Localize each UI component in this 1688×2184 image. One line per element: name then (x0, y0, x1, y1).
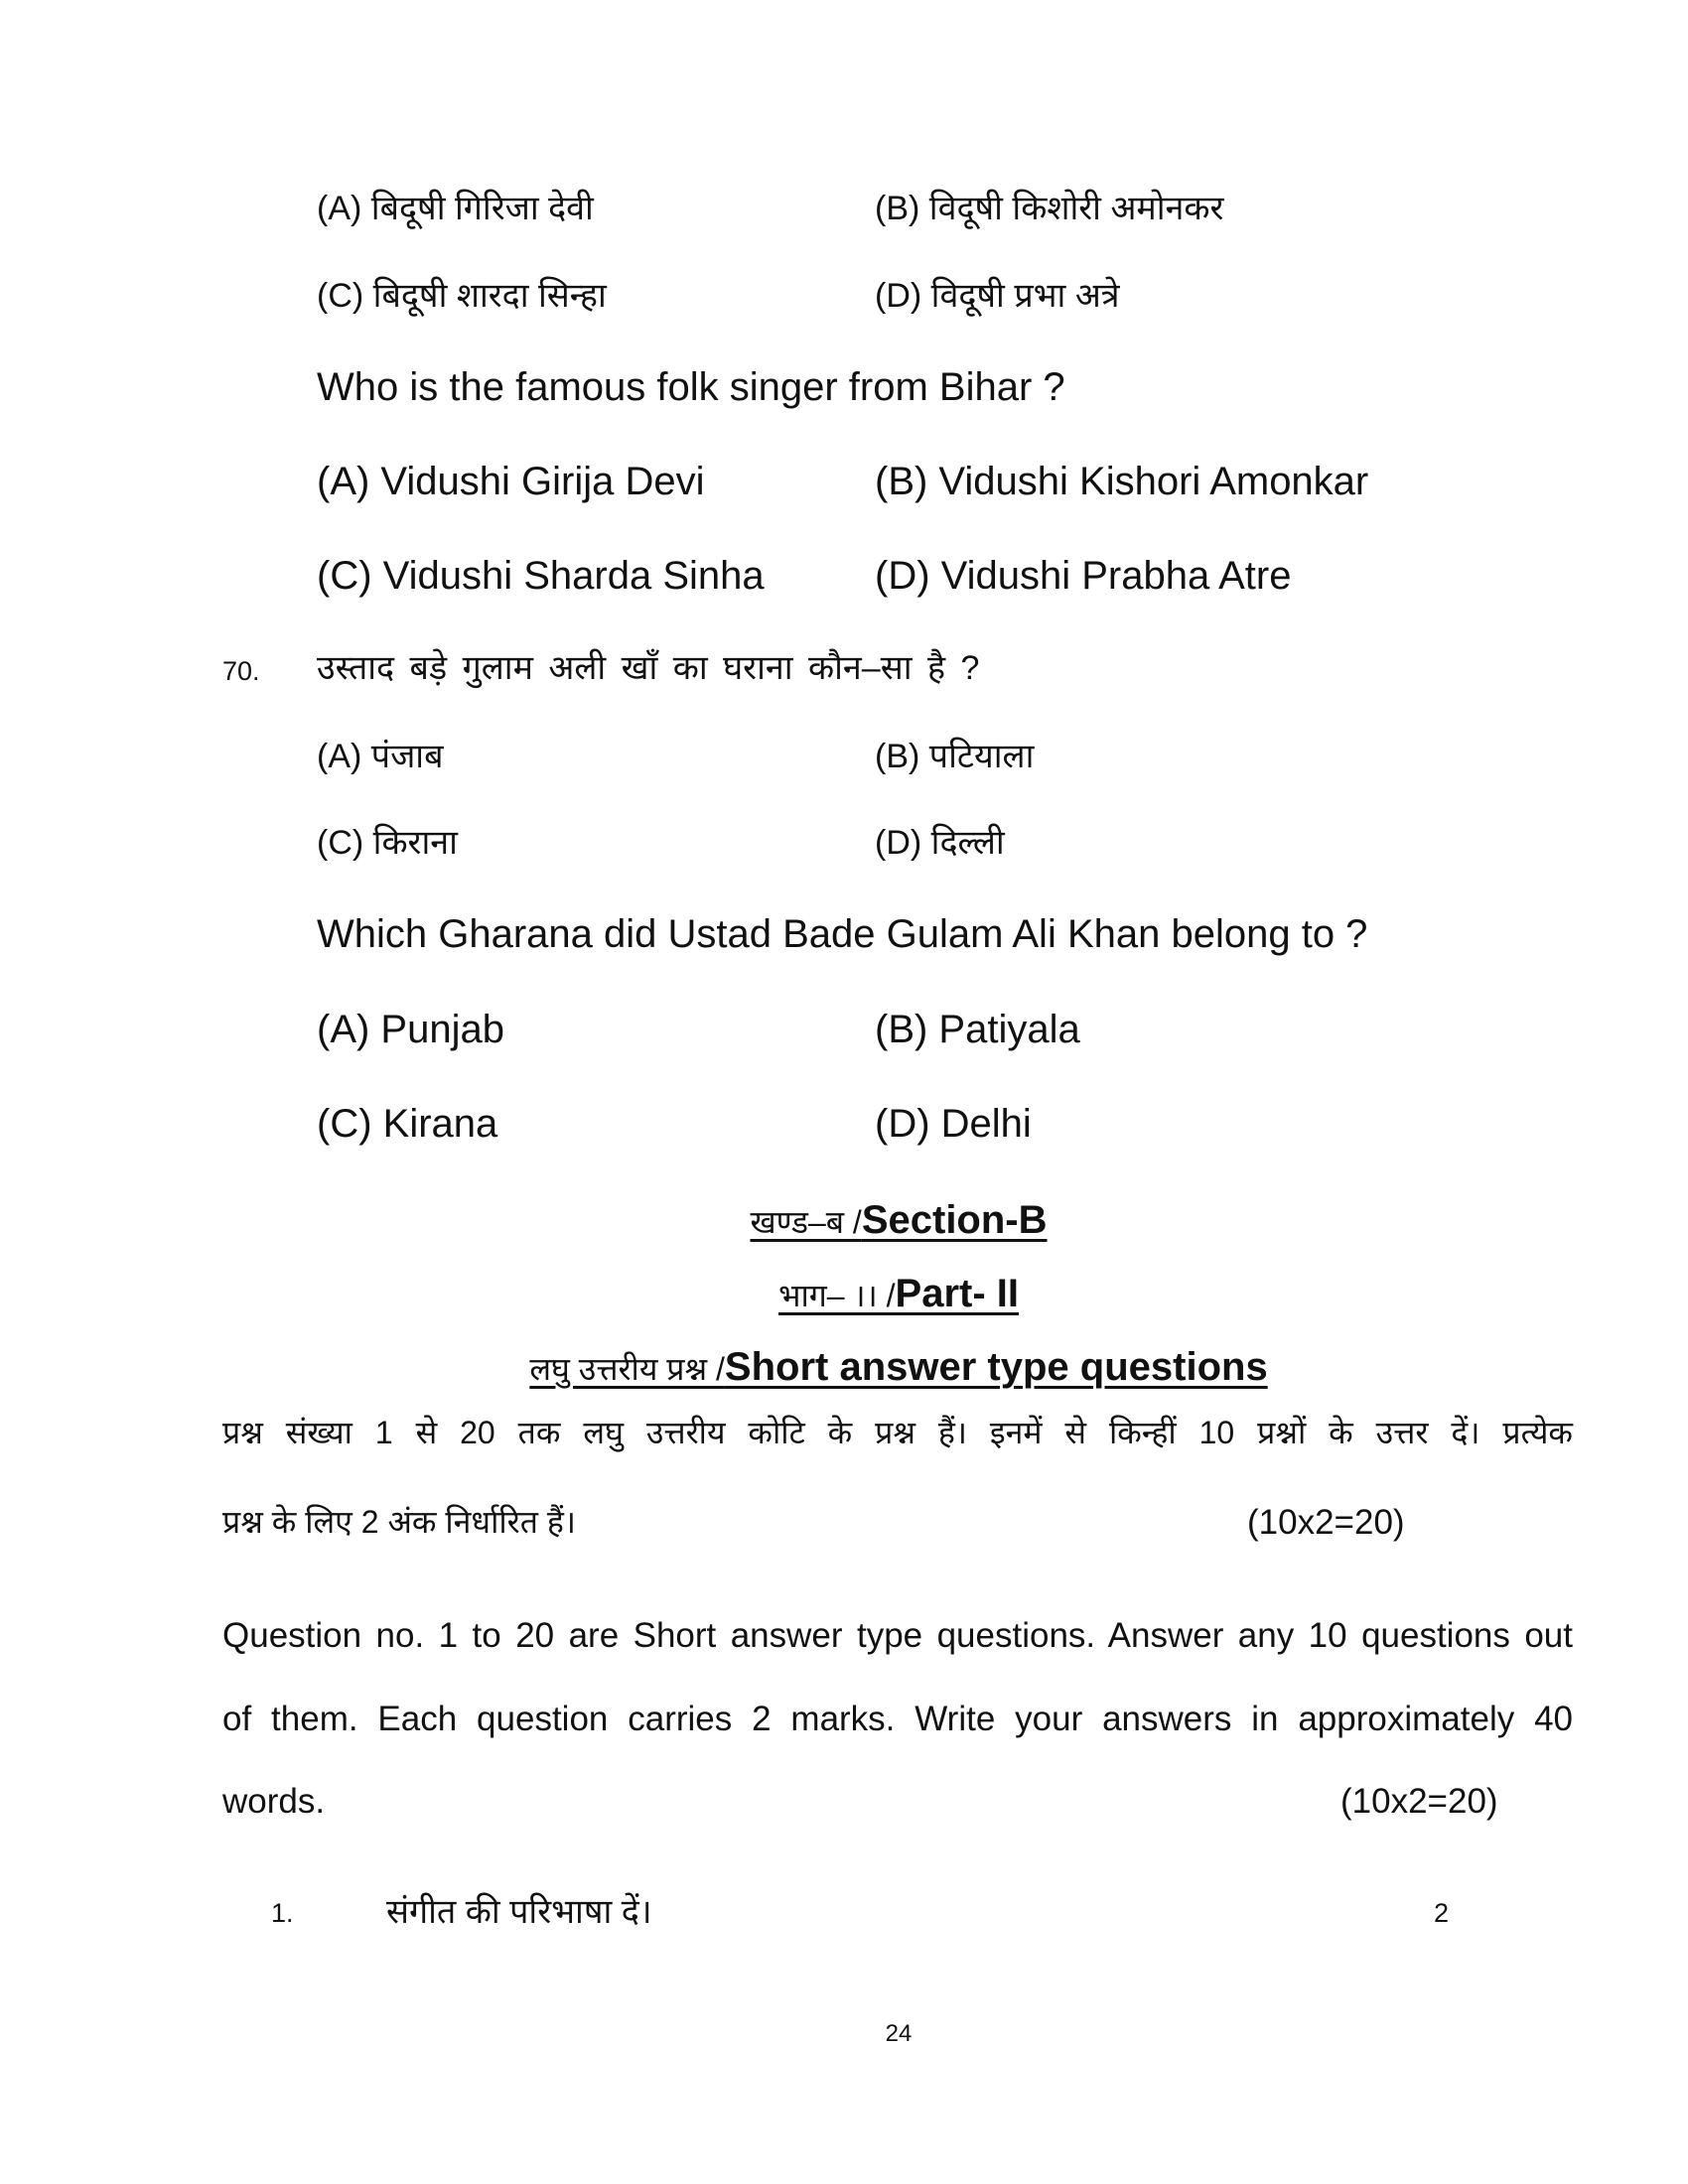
instructions-en-line2: of them. Each question carries 2 marks. Write your answers in approximately 40 (222, 1700, 1573, 1738)
q69-hi-option-b: (B) विदूषी किशोरी अमोनकर (875, 190, 1224, 227)
part-hi: भाग– ।। / (777, 1278, 896, 1313)
q69-en-option-d: (D) Vidushi Prabha Atre (875, 554, 1292, 598)
q70-en-option-c: (C) Kirana (317, 1102, 498, 1146)
instructions-en-line3: words. (222, 1782, 326, 1821)
instructions-hi-line2: प्रश्न के लिए 2 अंक निर्धारित हैं। (222, 1504, 577, 1540)
q69-en-option-c: (C) Vidushi Sharda Sinha (317, 554, 765, 598)
q70-hi-option-c: (C) किराना (317, 824, 458, 862)
q70-en-question: Which Gharana did Ustad Bade Gulam Ali Khan belong to ? (317, 912, 1368, 956)
q1-marks: 2 (1434, 1898, 1450, 1928)
section-heading (0, 1200, 1688, 1240)
q69-hi-option-c: (C) बिदूषी शारदा सिन्हा (317, 277, 607, 315)
q69-en-question: Who is the famous folk singer from Bihar ? (317, 365, 1065, 409)
q69-hi-option-d: (D) विदूषी प्रभा अत्रे (875, 277, 1120, 315)
q70-en-option-a: (A) Punjab (317, 1008, 504, 1051)
section-en: Section-B (861, 1198, 1048, 1242)
type-heading (0, 1347, 1688, 1387)
q70-en-option-d: (D) Delhi (875, 1102, 1032, 1146)
part-heading (0, 1274, 1688, 1313)
q70-hi-question: उस्ताद बड़े गुलाम अली खाँ का घराना कौन–सा है ? (317, 649, 980, 687)
type-hi: लघु उत्तरीय प्रश्न / (529, 1351, 725, 1387)
part-en: Part- II (895, 1272, 1019, 1315)
q70-hi-option-a: (A) पंजाब (317, 738, 444, 775)
instructions-hi-line1: प्रश्न संख्या 1 से 20 तक लघु उत्तरीय कोटि के प्रश्न हैं। इनमें से किन्हीं 10 प्रश्नों के उत्तर दें। प्रत्येक (222, 1415, 1573, 1450)
q69-en-option-b: (B) Vidushi Kishori Amonkar (875, 460, 1369, 503)
q69-hi-option-a: (A) बिदूषी गिरिजा देवी (317, 190, 594, 227)
q1-number: 1. (271, 1898, 294, 1928)
section-hi: खण्ड–ब / (750, 1204, 862, 1240)
q69-en-option-a: (A) Vidushi Girija Devi (317, 460, 705, 503)
instructions-en-marks: (10x2=20) (1340, 1782, 1498, 1821)
instructions-en-line1: Question no. 1 to 20 are Short answer type questions. Answer any 10 questions out (222, 1616, 1573, 1655)
q70-en-option-b: (B) Patiyala (875, 1008, 1080, 1051)
q1-text: संगीत की परिभाषा दें। (386, 1893, 652, 1931)
q70-hi-option-d: (D) दिल्ली (875, 824, 1005, 862)
type-en: Short answer type questions (724, 1345, 1268, 1389)
page-number: 24 (885, 2020, 913, 2047)
instructions-hi-marks: (10x2=20) (1247, 1503, 1405, 1542)
q70-number: 70. (222, 656, 260, 686)
q70-hi-option-b: (B) पटियाला (875, 738, 1035, 775)
